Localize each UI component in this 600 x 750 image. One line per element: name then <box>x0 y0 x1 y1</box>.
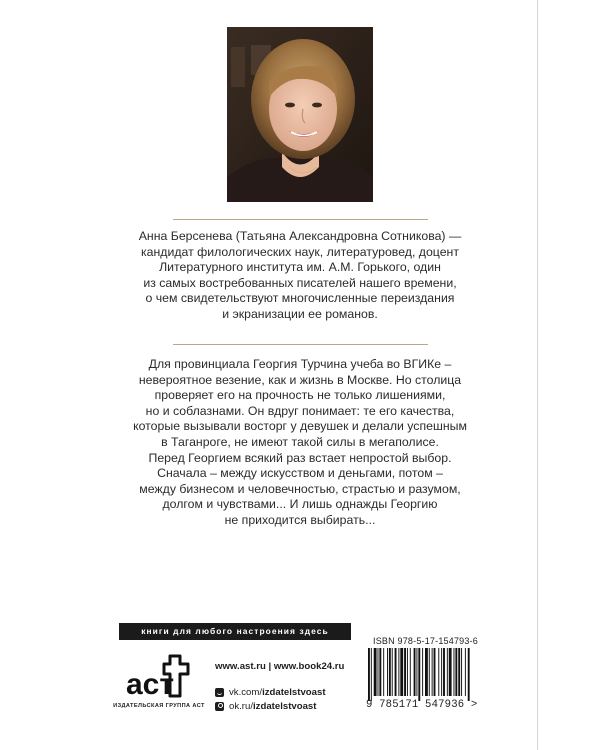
barcode-bar <box>395 648 397 696</box>
divider-middle <box>173 344 428 345</box>
divider-top <box>173 219 428 220</box>
barcode-bar <box>443 648 445 696</box>
barcode-bar <box>429 648 430 696</box>
bio-line: Литературного института им. А.М. Горького, один <box>159 260 441 275</box>
bio-line: Анна Берсенева (Татьяна Александровна Сотникова) — <box>138 229 462 243</box>
bio-line: кандидат филологических наук, литературовед, доцент <box>141 244 459 259</box>
annotation-line: между бизнесом и человечностью, страстью и разумом, <box>139 481 461 496</box>
barcode-digits: 9 785171 547936 > <box>366 699 478 711</box>
annotation-line: Для провинциала Георгия Турчина учеба во ВГИКе – <box>148 357 452 371</box>
barcode-bar <box>438 648 439 696</box>
annotation-line: которые вызывали восторг у девушек и делали успешным <box>133 419 467 434</box>
barcode-bar <box>432 648 433 696</box>
annotation-line: долгом и чувствами... И лишь однажды Георгию <box>162 497 438 512</box>
ast-logo <box>124 650 194 700</box>
barcode-bar <box>418 648 420 701</box>
author-bio <box>95 229 505 323</box>
annotation-line: Перед Георгием всякий раз встает непростой выбор. <box>148 450 452 465</box>
annotation-line: проверяет его на прочность не только лишениями, <box>154 388 446 403</box>
publisher-links <box>215 661 344 713</box>
vk-icon <box>215 688 224 697</box>
isbn-label: ISBN 978-5-17-154793-6 <box>373 636 478 646</box>
barcode-bar <box>400 648 403 696</box>
barcode-bar <box>422 648 423 696</box>
barcode-bar <box>458 648 460 696</box>
barcode-bar <box>404 648 406 696</box>
annotation-line: Сначала – между искусством и деньгами, потом – <box>157 466 443 481</box>
barcode-bar <box>371 648 372 701</box>
barcode-bar <box>407 648 408 696</box>
barcode-bar <box>455 648 457 696</box>
barcode-bar <box>441 648 442 696</box>
annotation-line: но и соблазнами. Он вдруг понимает: те его качества, <box>145 403 455 418</box>
barcode-bar <box>449 648 452 696</box>
barcode-bar <box>379 648 381 696</box>
barcode-bar <box>461 648 462 696</box>
barcode-bar <box>410 648 411 696</box>
vk-handle: izdatelstvoast <box>262 686 326 698</box>
annotation-line: в Таганроге, не имеют такой силы в мегаполисе. <box>161 434 439 449</box>
book-annotation <box>95 357 505 529</box>
bio-line: из самых востребованных писателей нашего времени, <box>143 275 457 290</box>
author-photo <box>227 27 373 202</box>
website-links[interactable]: www.ast.ru | www.book24.ru <box>215 661 345 672</box>
barcode <box>366 648 496 701</box>
barcode-bar <box>468 648 470 701</box>
tagline-banner: книги для любого настроения здесь <box>119 623 351 640</box>
barcode-bar <box>416 648 417 696</box>
annotation-line: невероятное везение, как и жизнь в Москве. Но столица <box>138 372 462 387</box>
barcode-bar <box>368 648 370 701</box>
ok-handle: izdatelstvoast <box>253 700 317 712</box>
cover-edge-line <box>537 0 538 750</box>
barcode-bar <box>434 648 436 696</box>
publisher-label: ИЗДАТЕЛЬСКАЯ ГРУППА АСТ <box>113 703 205 709</box>
ok-icon <box>215 702 224 711</box>
barcode-bar <box>378 648 379 696</box>
vk-prefix: vk.com/ <box>229 686 263 698</box>
barcode-bar <box>374 648 377 696</box>
annotation-line: не приходится выбирать... <box>224 512 376 527</box>
barcode-bar <box>447 648 448 696</box>
vk-link[interactable] <box>215 685 344 699</box>
bio-line: о чем свидетельствуют многочисленные переиздания <box>145 291 455 306</box>
barcode-bar <box>389 648 391 696</box>
logo-text: аст <box>126 668 175 700</box>
barcode-bar <box>465 648 466 696</box>
barcode-bar <box>387 648 388 696</box>
barcode-bar <box>425 648 428 696</box>
barcode-bar <box>414 648 416 696</box>
barcode-bar <box>398 648 399 696</box>
bio-line: и экранизации ее романов. <box>222 306 378 321</box>
barcode-bar <box>392 648 393 696</box>
barcode-bar <box>454 648 455 696</box>
ok-prefix: ok.ru/ <box>229 700 253 712</box>
barcode-bar <box>383 648 384 696</box>
ok-link[interactable] <box>215 699 344 713</box>
